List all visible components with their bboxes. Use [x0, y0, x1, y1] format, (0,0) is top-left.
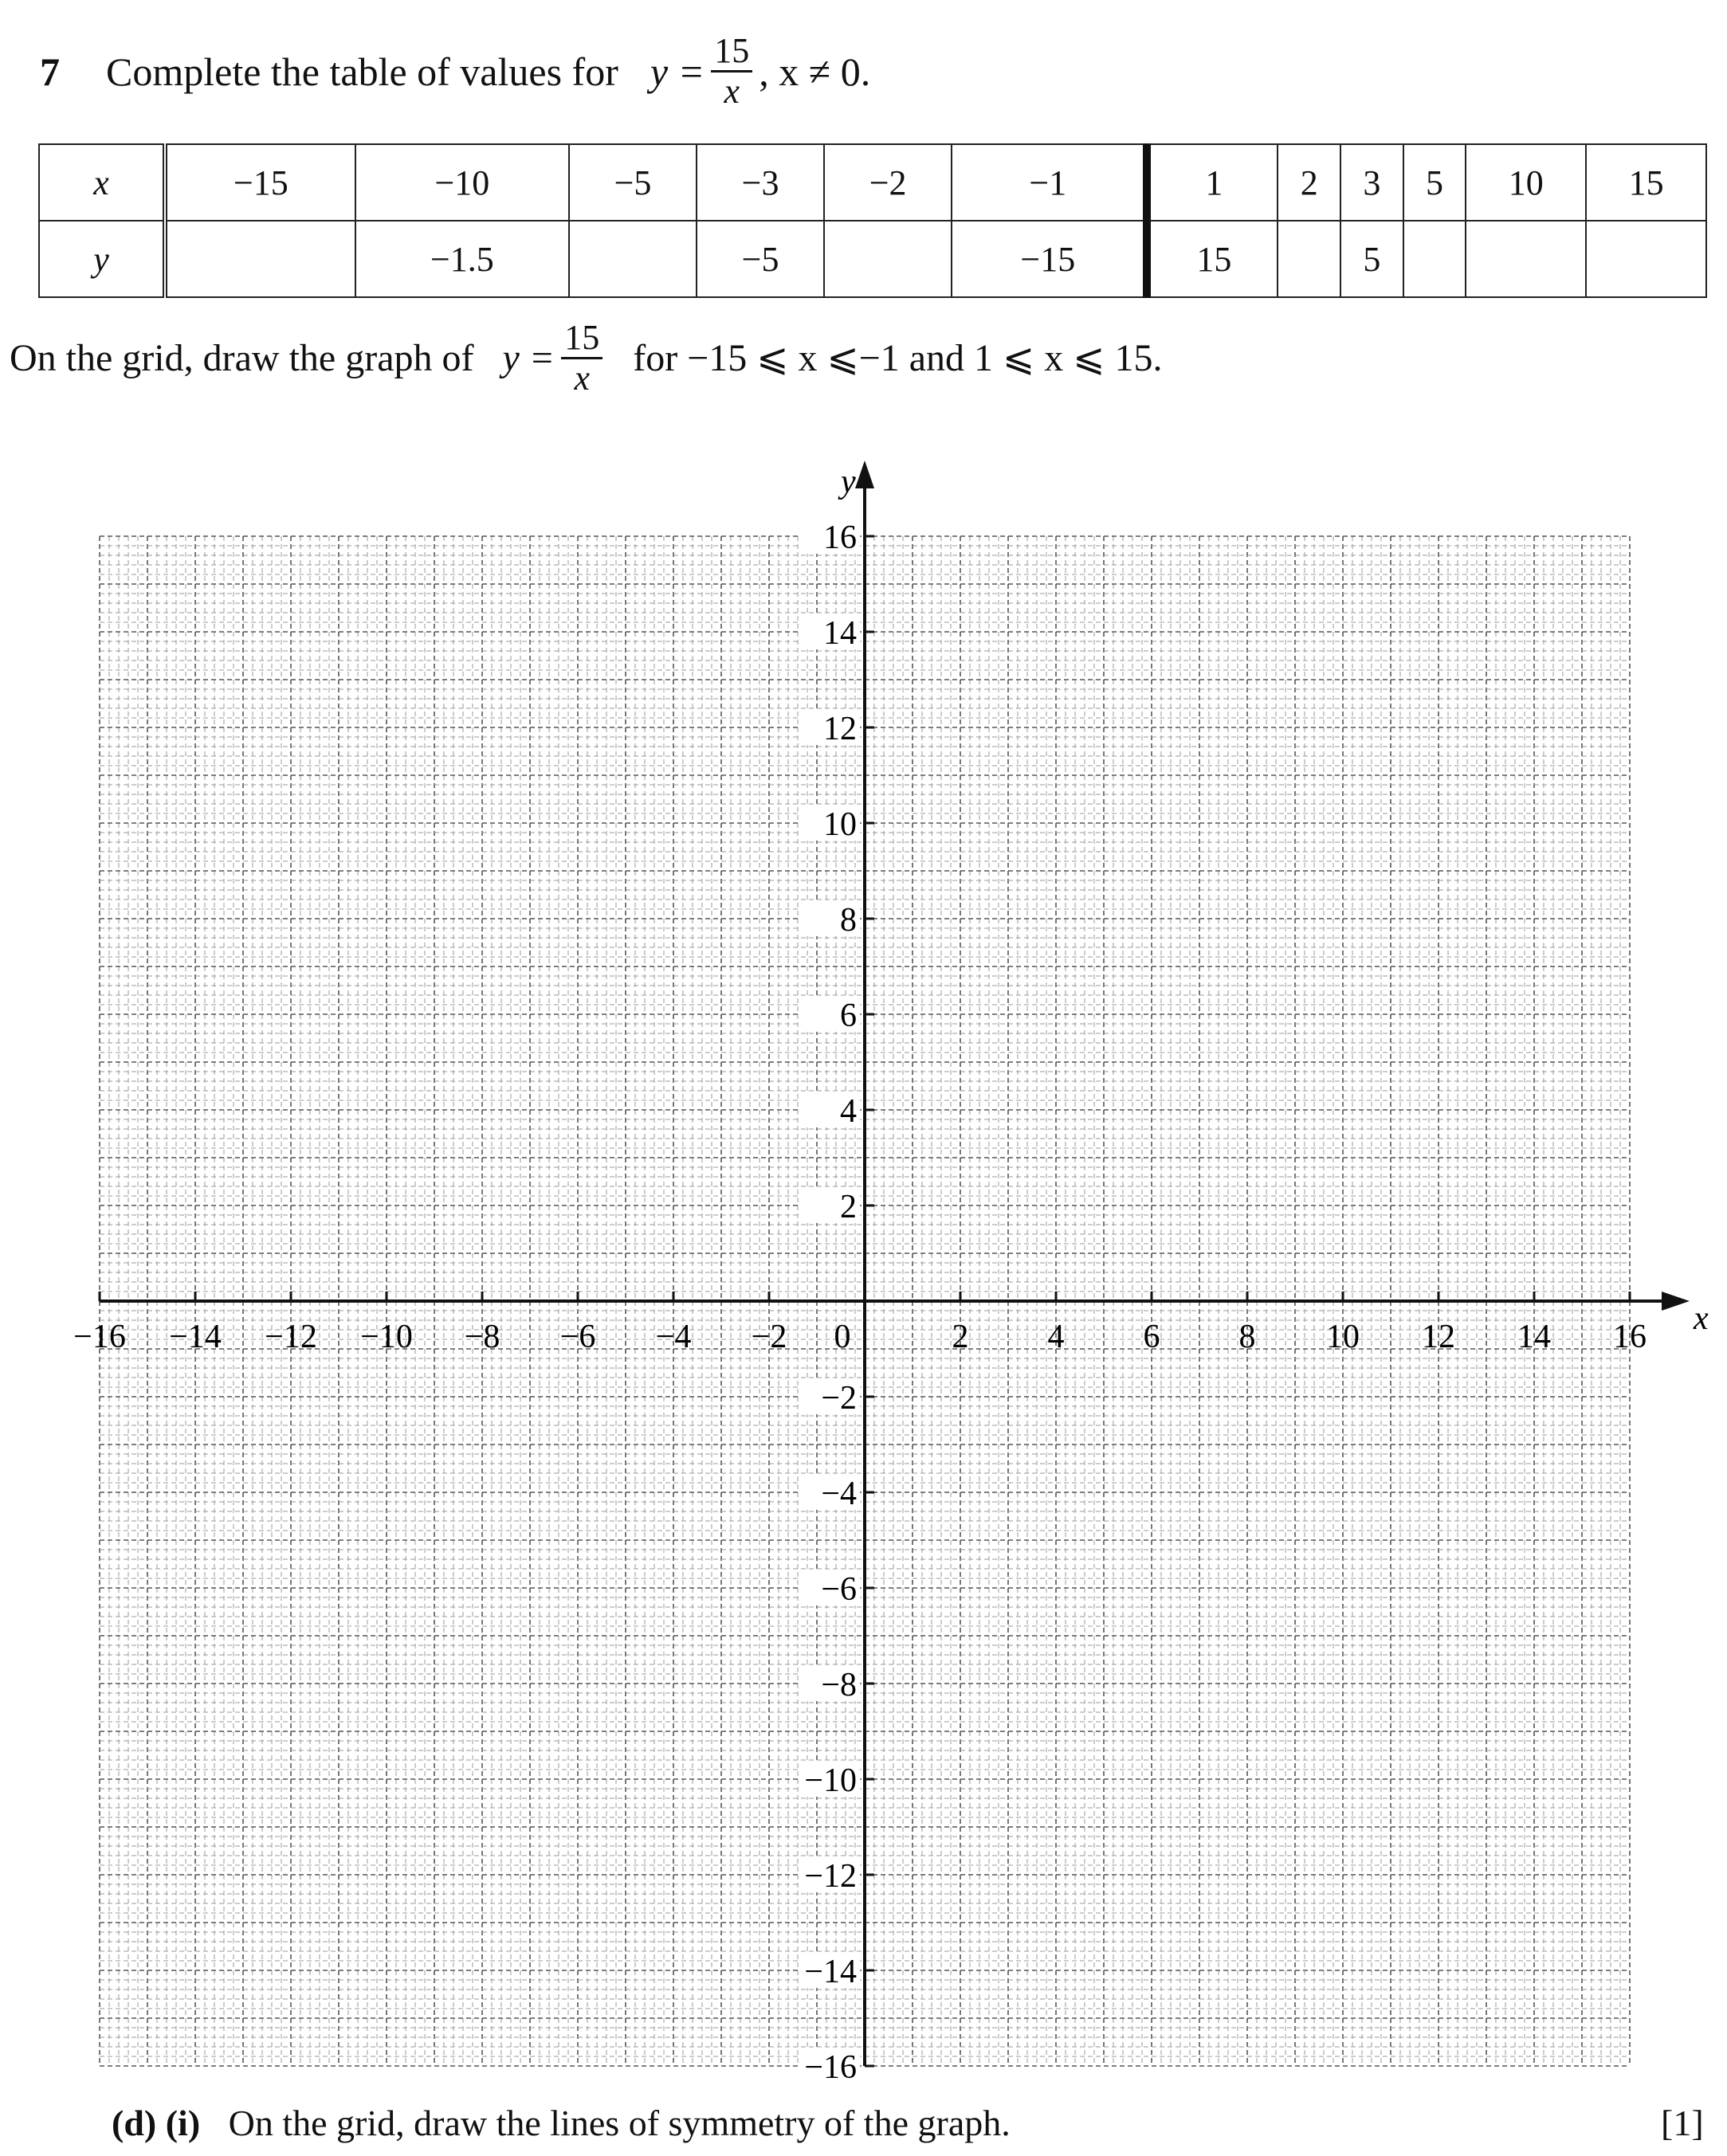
- instruction-denominator: x: [574, 359, 590, 398]
- y-tick-label: 10: [823, 806, 857, 843]
- x-tick-label: −12: [265, 1319, 317, 1355]
- x-axis-arrow: [1662, 1292, 1690, 1311]
- y-axis-label: y: [841, 464, 856, 500]
- x-axis-label: x: [1694, 1300, 1709, 1337]
- x-tick-label: 4: [1047, 1319, 1065, 1355]
- y-tick-label: 14: [823, 615, 857, 652]
- x-tick-label: −16: [73, 1319, 126, 1355]
- y-tick-label: 8: [840, 902, 857, 939]
- y-tick-label: −8: [821, 1667, 857, 1703]
- x-cell: 5: [1403, 144, 1466, 221]
- graph-instruction: [10, 319, 1163, 398]
- equation-condition: , x ≠ 0.: [759, 49, 871, 94]
- x-cell: −2: [824, 144, 952, 221]
- y-cell: −1.5: [355, 221, 569, 297]
- instruction-prefix: On the grid, draw the graph of: [10, 336, 474, 379]
- x-tick-label: 6: [1143, 1319, 1160, 1355]
- y-cell: −15: [952, 221, 1147, 297]
- y-tick-label: −14: [804, 1954, 857, 1990]
- y-tick-label: −10: [804, 1762, 857, 1799]
- x-tick-label: 2: [952, 1319, 969, 1355]
- y-tick-label: 16: [823, 519, 857, 556]
- y-cell[interactable]: [1403, 221, 1466, 297]
- x-header-cell: x: [39, 144, 165, 221]
- y-cell: 15: [1147, 221, 1278, 297]
- y-tick-label: −16: [804, 2049, 857, 2086]
- y-axis-arrow: [855, 461, 874, 488]
- y-cell[interactable]: [824, 221, 952, 297]
- question-prompt: Complete the table of values for: [106, 49, 618, 94]
- y-tick-label: 4: [840, 1093, 857, 1130]
- part-d-question: [112, 2102, 1011, 2144]
- part-d-label: (d) (i): [112, 2103, 201, 2143]
- x-tick-label: −4: [655, 1319, 692, 1355]
- x-tick-label: 12: [1422, 1319, 1455, 1355]
- y-cell[interactable]: [1466, 221, 1586, 297]
- equation-y: y =: [650, 49, 705, 94]
- x-cell: −15: [165, 144, 355, 221]
- x-cell: 2: [1278, 144, 1340, 221]
- question-number: 7: [40, 49, 60, 94]
- x-tick-label: −6: [559, 1319, 596, 1355]
- part-d-text: On the grid, draw the lines of symmetry of the graph.: [228, 2103, 1011, 2143]
- instruction-numerator: 15: [561, 319, 602, 359]
- x-tick-label: −2: [751, 1319, 787, 1355]
- question-line: [40, 32, 870, 111]
- x-tick-label: 10: [1326, 1319, 1360, 1355]
- x-cell: −10: [355, 144, 569, 221]
- x-cell: −5: [569, 144, 697, 221]
- y-cell: 5: [1340, 221, 1403, 297]
- x-cell: 1: [1147, 144, 1278, 221]
- y-tick-label: −4: [821, 1476, 857, 1512]
- x-cell: 15: [1586, 144, 1706, 221]
- x-cell: −3: [697, 144, 824, 221]
- y-cell[interactable]: [1278, 221, 1340, 297]
- x-tick-label: −8: [464, 1319, 500, 1355]
- fraction-denominator: x: [724, 72, 740, 111]
- y-tick-label: −2: [821, 1380, 857, 1417]
- y-header-cell: y: [39, 221, 165, 297]
- instruction-equation-y: y =: [502, 336, 555, 379]
- equation-fraction: [711, 32, 752, 111]
- x-tick-label: 14: [1517, 1319, 1551, 1355]
- y-tick-label: −12: [804, 1858, 857, 1895]
- y-cell[interactable]: [569, 221, 697, 297]
- y-cell: −5: [697, 221, 824, 297]
- y-tick-label: −6: [821, 1571, 857, 1608]
- y-tick-label: 2: [840, 1189, 857, 1225]
- x-tick-label: 0: [834, 1319, 851, 1355]
- x-tick-label: −14: [169, 1319, 222, 1355]
- fraction-numerator: 15: [711, 32, 752, 73]
- table-row-y: [39, 221, 1706, 297]
- x-cell: 3: [1340, 144, 1403, 221]
- x-tick-label: 16: [1613, 1319, 1647, 1355]
- x-tick-label: 8: [1238, 1319, 1256, 1355]
- table-row-x: [39, 144, 1706, 221]
- y-cell[interactable]: [165, 221, 355, 297]
- marks-label: [1]: [1661, 2103, 1704, 2143]
- instruction-range: for −15 ⩽ x ⩽−1 and 1 ⩽ x ⩽ 15.: [633, 336, 1163, 379]
- x-tick-label: −10: [360, 1319, 413, 1355]
- table-of-values: [38, 143, 1707, 298]
- y-cell[interactable]: [1586, 221, 1706, 297]
- y-tick-label: 6: [840, 998, 857, 1034]
- y-tick-label: 12: [823, 711, 857, 747]
- x-cell: 10: [1466, 144, 1586, 221]
- instruction-fraction: [561, 319, 602, 398]
- x-cell: −1: [952, 144, 1147, 221]
- graph-grid[interactable]: [0, 454, 1727, 2087]
